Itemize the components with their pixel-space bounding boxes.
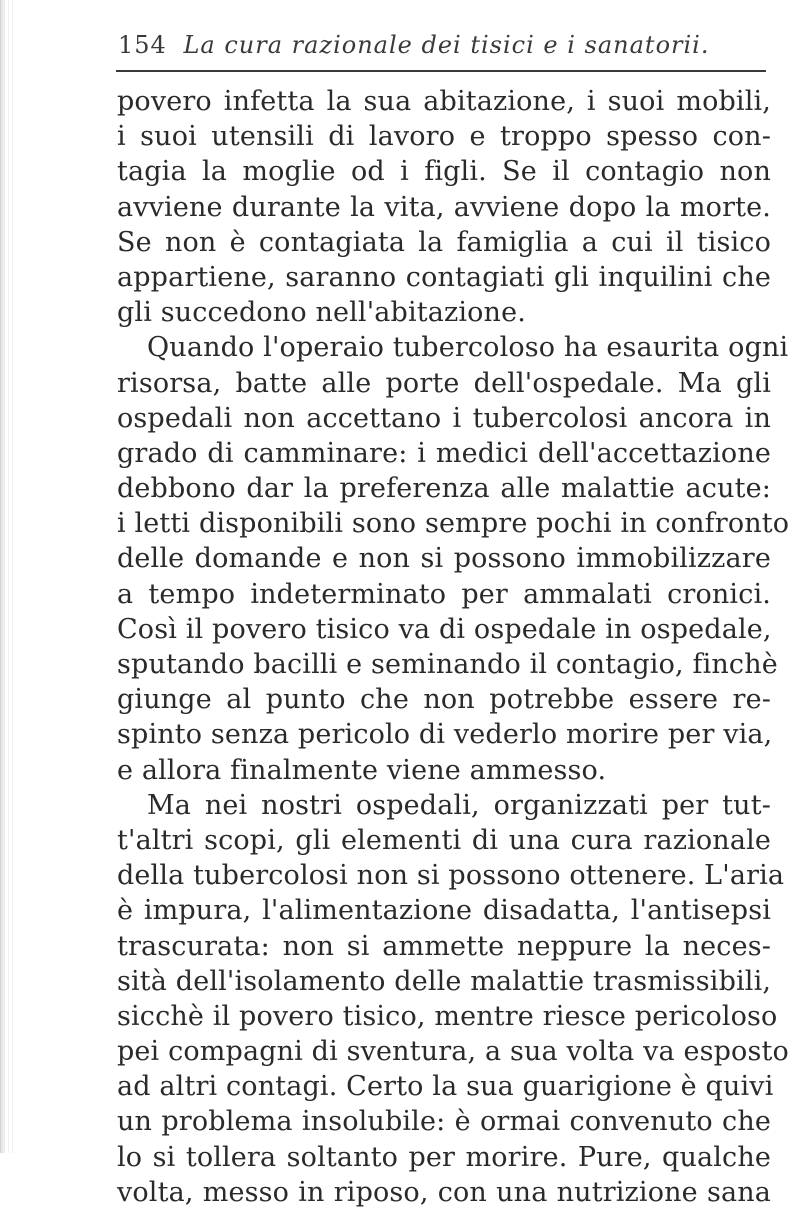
text-line: della tubercolosi non si possono ottenere. L'aria (117, 860, 785, 892)
page-number: 154 (118, 31, 167, 59)
text-line: sità dell'isolamento delle malattie trasmissibili, (117, 965, 772, 997)
text-line: debbono dar la preferenza alle malattie acute: (117, 473, 771, 505)
text-line: volta, messo in riposo, con una nutrizione sana (117, 1176, 771, 1208)
text-line: lo si tollera soltanto per morire. Pure, qualche (117, 1141, 771, 1173)
text-line: t'altri scopi, gli elementi di una cura razionale (117, 824, 771, 856)
text-line: appartiene, saranno contagiati gli inquilini che (117, 261, 771, 293)
body-text (117, 84, 790, 1210)
text-line: è impura, l'alimentazione disadatta, l'antisepsi (117, 895, 771, 927)
text-line: un problema insolubile: è ormai convenuto che (117, 1106, 771, 1138)
text-line: tagia la moglie od i figli. Se il contagio non (117, 156, 771, 188)
text-line: delle domande e non si possono immobilizzare (117, 543, 771, 575)
text-line: ospedali non accettano i tubercolosi ancora in (117, 402, 771, 434)
text-line: gli succedono nell'abitazione. (117, 297, 526, 329)
running-head (118, 30, 758, 60)
text-line: pei compagni di sventura, a sua volta va esposto (117, 1036, 789, 1068)
text-line: sputando bacilli e seminando il contagio, finchè (117, 649, 778, 680)
text-line: sicchè il povero tisico, mentre riesce pericoloso (117, 1000, 778, 1032)
text-line: ad altri contagi. Certo la sua guarigione è quivi (117, 1071, 774, 1103)
text-line: Ma nei nostri ospedali, organizzati per tut- (147, 789, 771, 821)
header-rule (116, 70, 766, 72)
text-line: avviene durante la vita, avviene dopo la morte. (117, 191, 771, 223)
text-line: i letti disponibili sono sempre pochi in confronto (117, 508, 790, 540)
text-line: risorsa, batte alle porte dell'ospedale. Ma gli (117, 367, 771, 399)
text-line: trascurata: non si ammette neppure la neces- (117, 930, 771, 962)
text-line: Così il povero tisico va di ospedale in ospedale, (117, 613, 772, 645)
running-title: La cura razionale dei tisici e i sanatorii. (183, 31, 710, 59)
book-spine-shadow (0, 0, 16, 1153)
text-line: i suoi utensili di lavoro e troppo spesso con- (117, 121, 771, 153)
text-line: Se non è contagiata la famiglia a cui il tisico (117, 226, 771, 258)
text-line: a tempo indeterminato per ammalati cronici. (117, 578, 771, 610)
text-line: Quando l'operaio tubercoloso ha esaurita ogni (147, 332, 789, 364)
text-line: giunge al punto che non potrebbe essere re- (117, 684, 771, 716)
text-line: povero infetta la sua abitazione, i suoi mobili, (117, 86, 771, 117)
text-line: spinto senza pericolo di vederlo morire per via, (117, 719, 773, 751)
text-line: e allora finalmente viene ammesso. (117, 754, 607, 786)
text-line: grado di camminare: i medici dell'accettazione (117, 437, 771, 469)
